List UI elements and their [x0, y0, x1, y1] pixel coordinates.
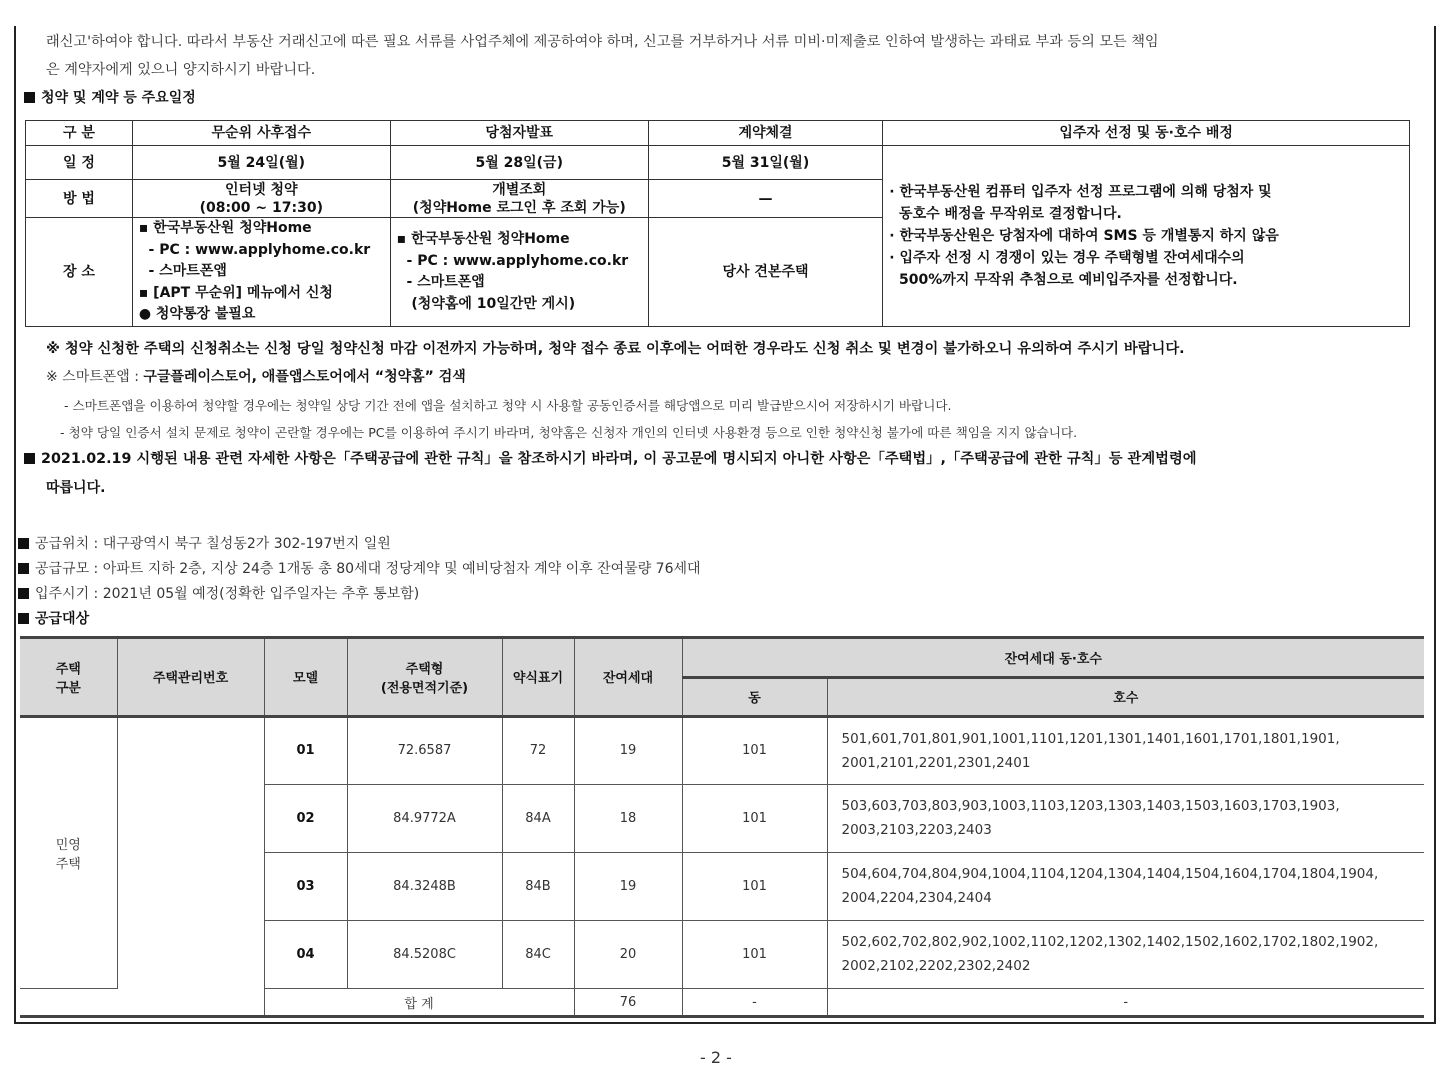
total-dong: - — [682, 988, 827, 1016]
header-house-type — [20, 639, 117, 716]
remain-cell: 20 — [574, 920, 682, 988]
schedule-date-row — [26, 146, 1410, 180]
square-bullet-icon — [18, 613, 29, 624]
ho-text: 504,604,704,804,904,1004,1104,1204,1304,1404,1504,1604,1704,1804,1904, — [841, 866, 1379, 882]
schedule-header-cell: 무순위 사후접수 — [132, 121, 390, 146]
ho-cell — [827, 920, 1424, 988]
supply-target-heading — [18, 610, 89, 628]
supply-scale-text: 공급규모 : 아파트 지하 2층, 지상 24층 1개동 총 80세대 정당계약 및 예비당첨자 계약 이후 잔여물량 76세대 — [35, 561, 701, 577]
ho-text: 503,603,703,803,903,1003,1103,1203,1303,1403,1503,1603,1703,1903, — [841, 798, 1340, 814]
schedule-header-cell: 계약체결 — [648, 121, 883, 146]
header-dong: 동 — [682, 677, 827, 716]
supply-target-heading-text: 공급대상 — [35, 611, 90, 627]
date-cell: 5월 31일(월) — [648, 146, 883, 180]
supply-location — [18, 535, 391, 553]
supply-movein-text: 입주시기 : 2021년 05월 예정(정확한 입주일자는 추후 통보함) — [35, 586, 420, 602]
place-text: ▪ 한국부동산원 청약Home — [396, 231, 570, 247]
notice-cancel: ※ 청약 신청한 주택의 신청취소는 신청 당일 청약신청 마감 이전까지 가능하며, 청약 접수 종료 이후에는 어떠한 경우라도 신청 취소 및 변경이 불가하오니 유의하여 주시기 바랍니다. — [46, 341, 1185, 357]
header-mgmt-no: 주택관리번호 — [117, 639, 264, 716]
place-cell — [390, 218, 648, 327]
place-label: 장 소 — [26, 218, 133, 327]
size-cell: 84.5208C — [347, 920, 502, 988]
dong-cell: 101 — [682, 920, 827, 988]
place-cell — [132, 218, 390, 327]
ho-text: 2002,2102,2202,2302,2402 — [841, 958, 1031, 974]
date-cell: 5월 28일(금) — [390, 146, 648, 180]
schedule-heading-text: 청약 및 계약 등 주요일정 — [41, 90, 196, 106]
place-text: (청약홈에 10일간만 게시) — [396, 295, 576, 312]
method-text: (08:00 ~ 17:30) — [199, 199, 323, 216]
schedule-header-cell: 당첨자발표 — [390, 121, 648, 146]
method-label: 방 법 — [26, 180, 133, 218]
header-text: 주택 — [55, 661, 81, 677]
place-text: - PC : www.applyhome.co.kr — [138, 241, 371, 258]
header-text: (전용면적기준) — [380, 680, 469, 696]
short-cell: 84B — [502, 852, 574, 920]
ho-cell — [827, 784, 1424, 852]
schedule-header-row — [26, 121, 1410, 146]
method-cell: — — [648, 180, 883, 218]
square-bullet-icon — [24, 92, 35, 103]
notice-app-rest: 구글플레이스토어, 애플앱스토어에서 “청약홈” 검색 — [143, 369, 466, 385]
square-bullet-icon — [18, 538, 29, 549]
notice-app-install: - 스마트폰앱을 이용하여 청약할 경우에는 청약일 상당 기간 전에 앱을 설치하고 청약 시 사용할 공동인증서를 해당앱으로 미리 발급받으시어 저장하시기 바랍니다. — [64, 398, 952, 413]
date-label: 일 정 — [26, 146, 133, 180]
short-cell: 84C — [502, 920, 574, 988]
notice-cert: - 청약 당일 인증서 설치 문제로 청약이 곤란할 경우에는 PC를 이용하여 주시기 바라며, 청약홈은 신청자 개인의 인터넷 사용환경 등으로 인한 청약신청 불가에 따른 책임을 지지 않습니다. — [60, 425, 1078, 440]
schedule-heading — [24, 89, 196, 107]
place-text: ● 청약통장 불필요 — [138, 306, 256, 323]
place-cell: 당사 견본주택 — [648, 218, 883, 327]
notice-app-prefix: ※ 스마트폰앱 : — [46, 369, 144, 385]
schedule-header-cell: 입주자 선정 및 동·호수 배정 — [883, 121, 1410, 146]
date-cell: 5월 24일(월) — [132, 146, 390, 180]
ho-text: 502,602,702,802,902,1002,1102,1202,1302,1402,1502,1602,1702,1802,1902, — [841, 934, 1379, 950]
page-number: - 2 - — [700, 1048, 732, 1067]
mgmt-no-cell — [117, 716, 264, 1016]
house-type-text: 주택 — [55, 856, 81, 872]
supply-table — [20, 639, 1424, 1017]
place-text: - 스마트폰앱 — [138, 263, 227, 280]
header-short: 약식표기 — [502, 639, 574, 716]
header-ho: 호수 — [827, 677, 1424, 716]
schedule-table — [25, 120, 1410, 327]
square-bullet-icon — [18, 588, 29, 599]
supply-location-text: 공급위치 : 대구광역시 북구 칠성동2가 302-197번지 일원 — [35, 536, 391, 552]
short-cell: 72 — [502, 716, 574, 784]
remain-cell: 19 — [574, 852, 682, 920]
model-cell: 02 — [264, 784, 347, 852]
square-bullet-icon — [18, 563, 29, 574]
table-row — [20, 716, 1424, 784]
total-blank-cell — [20, 988, 117, 1016]
notice-app — [46, 368, 466, 386]
method-text: 개별조회 — [492, 181, 547, 198]
square-bullet-icon — [24, 453, 35, 464]
note-line: 동호수 배정을 무작위로 결정합니다. — [889, 206, 1122, 222]
intro-line-2: 은 계약자에게 있으니 양지하시기 바랍니다. — [46, 62, 316, 78]
notice-rules — [24, 450, 1197, 468]
house-type-text: 민영 — [55, 837, 81, 853]
ho-cell — [827, 716, 1424, 784]
note-line: · 입주자 선정 시 경쟁이 있는 경우 주택형별 잔여세대수의 — [889, 250, 1245, 266]
model-cell: 01 — [264, 716, 347, 784]
short-cell: 84A — [502, 784, 574, 852]
remain-cell: 18 — [574, 784, 682, 852]
place-text: - 스마트폰앱 — [396, 274, 485, 290]
method-text: 인터넷 청약 — [225, 181, 298, 198]
note-line: · 한국부동산원 컴퓨터 입주자 선정 프로그램에 의해 당첨자 및 — [889, 184, 1272, 200]
dong-cell: 101 — [682, 784, 827, 852]
header-model: 모델 — [264, 639, 347, 716]
size-cell: 72.6587 — [347, 716, 502, 784]
notice-rules-text: 2021.02.19 시행된 내용 관련 자세한 사항은「주택공급에 관한 규칙」을 참조하시기 바라며, 이 공고문에 명시되지 아니한 사항은「주택법」,「주택공급에 관한 규칙」등 관계법령에 — [41, 451, 1197, 467]
dong-cell: 101 — [682, 852, 827, 920]
header-text: 주택형 — [405, 661, 444, 677]
ho-text: 501,601,701,801,901,1001,1101,1201,1301,1401,1601,1701,1801,1901, — [841, 730, 1340, 747]
dong-cell: 101 — [682, 716, 827, 784]
header-text: 구분 — [55, 680, 81, 696]
header-units: 잔여세대 동·호수 — [682, 639, 1424, 677]
header-size — [347, 639, 502, 716]
place-text: ▪ [APT 무순위] 메뉴에서 신청 — [138, 284, 333, 301]
header-remain: 잔여세대 — [574, 639, 682, 716]
house-type-cell — [20, 716, 117, 988]
model-cell: 03 — [264, 852, 347, 920]
total-ho: - — [827, 988, 1424, 1016]
method-cell — [390, 180, 648, 218]
notice-rules-line2: 따릅니다. — [46, 480, 106, 496]
intro-line-1: 래신고'하여야 합니다. 따라서 부동산 거래신고에 따른 필요 서류를 사업주체에 제공하여야 하며, 신고를 거부하거나 서류 미비·미제출로 인하여 발생하는 과태료 부과 등의 모든 책임 — [46, 34, 1159, 50]
ho-text: 2004,2204,2304,2404 — [841, 890, 992, 906]
model-cell: 04 — [264, 920, 347, 988]
place-text: - PC : www.applyhome.co.kr — [396, 252, 629, 269]
ho-cell — [827, 852, 1424, 920]
supply-movein — [18, 585, 419, 603]
ho-text: 2001,2101,2201,2301,2401 — [841, 754, 1031, 771]
supply-header-row-1 — [20, 639, 1424, 677]
total-label: 합 계 — [264, 988, 574, 1016]
note-line: · 한국부동산원은 당첨자에 대하여 SMS 등 개별통지 하지 않음 — [889, 228, 1279, 244]
schedule-header-cell: 구 분 — [26, 121, 133, 146]
size-cell: 84.9772A — [347, 784, 502, 852]
supply-table-bottom-rule — [20, 1015, 1424, 1018]
remain-cell: 19 — [574, 716, 682, 784]
method-cell — [132, 180, 390, 218]
method-text: (청약Home 로그인 후 조회 가능) — [412, 199, 626, 216]
place-text: ▪ 한국부동산원 청약Home — [138, 220, 312, 237]
size-cell: 84.3248B — [347, 852, 502, 920]
total-remain: 76 — [574, 988, 682, 1016]
ho-text: 2003,2103,2203,2403 — [841, 822, 992, 838]
selection-notes — [883, 146, 1410, 327]
supply-scale — [18, 560, 701, 578]
note-line: 500%까지 무작위 추첨으로 예비입주자를 선정합니다. — [889, 272, 1238, 288]
